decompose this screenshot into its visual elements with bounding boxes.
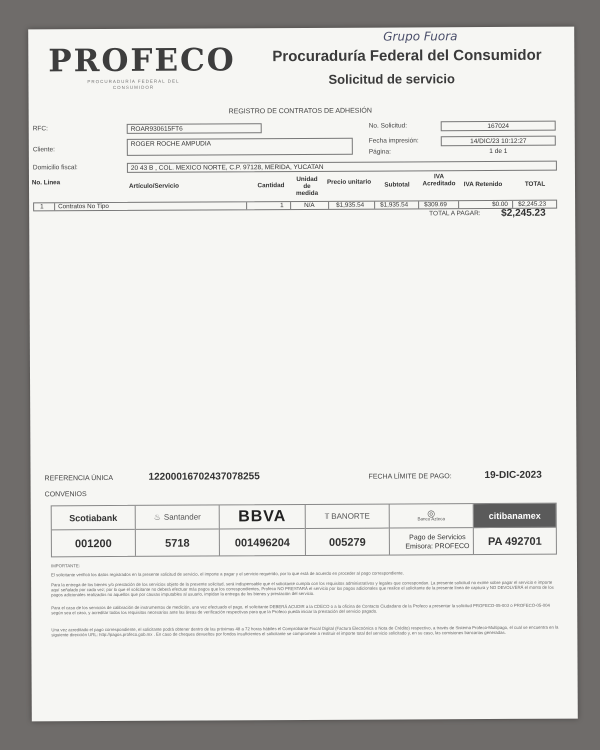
domicilio-field: 20 43 B , COL. MEXICO NORTE, C.P. 97128, MERIDA, YUCATAN: [127, 161, 557, 173]
limit-date-label: FECHA LÍMITE DE PAGO:: [368, 473, 452, 481]
col-header-iva-acreditado: IVA Acreditado: [422, 173, 456, 188]
col-header-subtotal: Subtotal: [384, 181, 410, 189]
col-header-linea: No. Linea: [31, 179, 61, 187]
bank-azteca: [390, 504, 474, 554]
service-request-document: [28, 27, 578, 722]
fecha-field: 14/DIC/23 10:12:27: [441, 136, 556, 147]
santander-name: Santander: [163, 512, 201, 522]
note-paragraph-1: El solicitante verificó los datos registrados en la presente solicitud de servicio, el importe a pagar y el servicio requerido, por lo que está de acuerdo en proceder al pago correspondiente.: [51, 570, 404, 578]
profeco-logo-subtitle: PROCURADURÍA FEDERAL DEL CONSUMIDOR: [87, 78, 180, 90]
col-header-cantidad: Cantidad: [257, 182, 285, 190]
limit-date-value: 19-DIC-2023: [484, 469, 542, 482]
row-iva-retenido: $0.00: [492, 200, 508, 209]
pagina-field: 1 de 1: [489, 147, 508, 156]
bbva-logo: BBVA: [220, 505, 305, 529]
bank-citibanamex: [474, 504, 556, 554]
col-header-unidad: Unidad de medida: [296, 175, 319, 198]
banorte-icon: ⫪: [324, 511, 330, 521]
col-header-precio: Precio unitario: [326, 178, 372, 186]
row-precio: $1,935.54: [336, 201, 365, 209]
rfc-field: ROAR930615FT6: [127, 123, 262, 134]
agency-name: Procuraduría Federal del Consumidor: [272, 46, 542, 66]
azteca-code: Pago de Servicios Emisora: PROFECO: [405, 533, 470, 550]
reference-value: 12200016702437078255: [148, 471, 260, 483]
row-articulo: Contratos No Tipo: [58, 203, 109, 211]
bbva-code: 001496204: [234, 536, 290, 549]
banorte-code: 005279: [328, 536, 366, 549]
azteca-logo: [390, 504, 473, 528]
pagina-label: Página:: [368, 148, 391, 156]
note-paragraph-3: Para el caso de los servicios de calibración de instrumentos de medición, una vez efectuado el pago, el solicitante DEBERÁ ACUDIR a la CDECO o a la oficina de Contacto Ciudadano de la Profeco a presentar la solicitud PROFECO-05-003 o PROFECO-05-004 según sea el caso, y acreditar todos los requisitos necesarios ante las áreas de verificación respectivas para que la Profeco pueda iniciar la prestación del servicio pagado.: [51, 602, 550, 616]
handwritten-note: Grupo Fuora: [383, 29, 458, 44]
scotiabank-code: 001200: [74, 537, 112, 550]
convenios-label: CONVENIOS: [44, 491, 87, 499]
santander-logo: [136, 505, 219, 529]
citibanamex-code: PA 492701: [487, 535, 542, 548]
azteca-icon: ◎: [427, 507, 436, 518]
solicitud-label: No. Solicitud:: [368, 122, 408, 130]
banorte-name: BANORTE: [331, 511, 370, 521]
bank-santander: [136, 505, 220, 555]
bank-banorte: [306, 505, 390, 555]
azteca-name: Banco Azteca: [417, 515, 446, 521]
row-total: $2,245.23: [518, 200, 547, 208]
citibanamex-logo: citibanamex: [474, 504, 556, 528]
section-title: REGISTRO DE CONTRATOS DE ADHESIÓN: [228, 107, 372, 116]
col-header-total: TOTAL: [524, 180, 546, 188]
total-value: $2,245.23: [501, 207, 546, 219]
profeco-logo: PROFECO: [48, 42, 236, 80]
banorte-logo: [306, 505, 389, 529]
total-label: TOTAL A PAGAR:: [429, 210, 481, 218]
row-unidad: N/A: [304, 201, 315, 209]
row-cantidad: 1: [280, 202, 284, 210]
row-linea: 1: [40, 203, 44, 211]
cliente-field: ROGER ROCHE AMPUDIA: [127, 138, 353, 156]
cliente-label: Cliente:: [32, 146, 55, 154]
rfc-label: RFC:: [32, 125, 48, 133]
document-title: Solicitud de servicio: [328, 71, 455, 87]
note-paragraph-4: Una vez acreditado el pago correspondiente, el solicitante podrá obtener dentro de las próximas 48 a 72 horas hábiles el Comprobante Fiscal Digital (Factura Electrónica o Nota de Crédito) respectivo, a través de Sistema Profeco-Multipago, el cual se encuentra en la siguiente dirección URL: http://pagos.profeco.gob.mx . En caso de cheques devueltos por fondos insuficientes el solicitante se compromete a restituir el importe total del servicio solicitado y, en su caso, las comisiones bancarias generadas.: [51, 624, 559, 638]
important-heading: IMPORTANTE:: [50, 563, 80, 569]
bank-agreements-table: [51, 503, 557, 558]
bank-scotiabank: [52, 506, 136, 556]
solicitud-field: 167024: [441, 121, 556, 132]
bank-bbva: [220, 505, 306, 555]
row-subtotal: $1,935.54: [380, 201, 409, 209]
reference-label: REFERENCIA ÚNICA: [44, 474, 114, 483]
scotiabank-logo: Scotiabank: [52, 506, 135, 530]
row-iva-acreditado: $309.69: [424, 201, 447, 209]
flame-icon: ♨: [153, 512, 161, 522]
col-header-articulo: Artículo/Servicio: [128, 182, 180, 190]
domicilio-label: Domicilio fiscal:: [32, 164, 78, 172]
fecha-label: Fecha impresión:: [368, 137, 419, 145]
note-paragraph-2: Para la entrega de los bienes y/o prestación de los servicios objeto de la presente solicitud, será indispensable que el solicitante cumpla con los requisitos administrativos y legales que correspondan. La presente solicitud no exime sobre pagar el servicio e importe aquí señalado por cada vez; por lo que el solicitante no deberá efectuar más pagos que los correspondientes, Profeco NO PRESTARÁ el servicio por los pagos adicionales que realice el solicitante de la presente línea de captura y NO DEVOLVERÁ el monto de los pagos adicionales realizados no aquellos que por causas imputables al usuario, impidan la entrega de los bienes y prestación del servicio.: [51, 579, 554, 598]
col-header-iva-retenido: IVA Retenido: [463, 180, 503, 189]
santander-code: 5718: [165, 537, 190, 550]
